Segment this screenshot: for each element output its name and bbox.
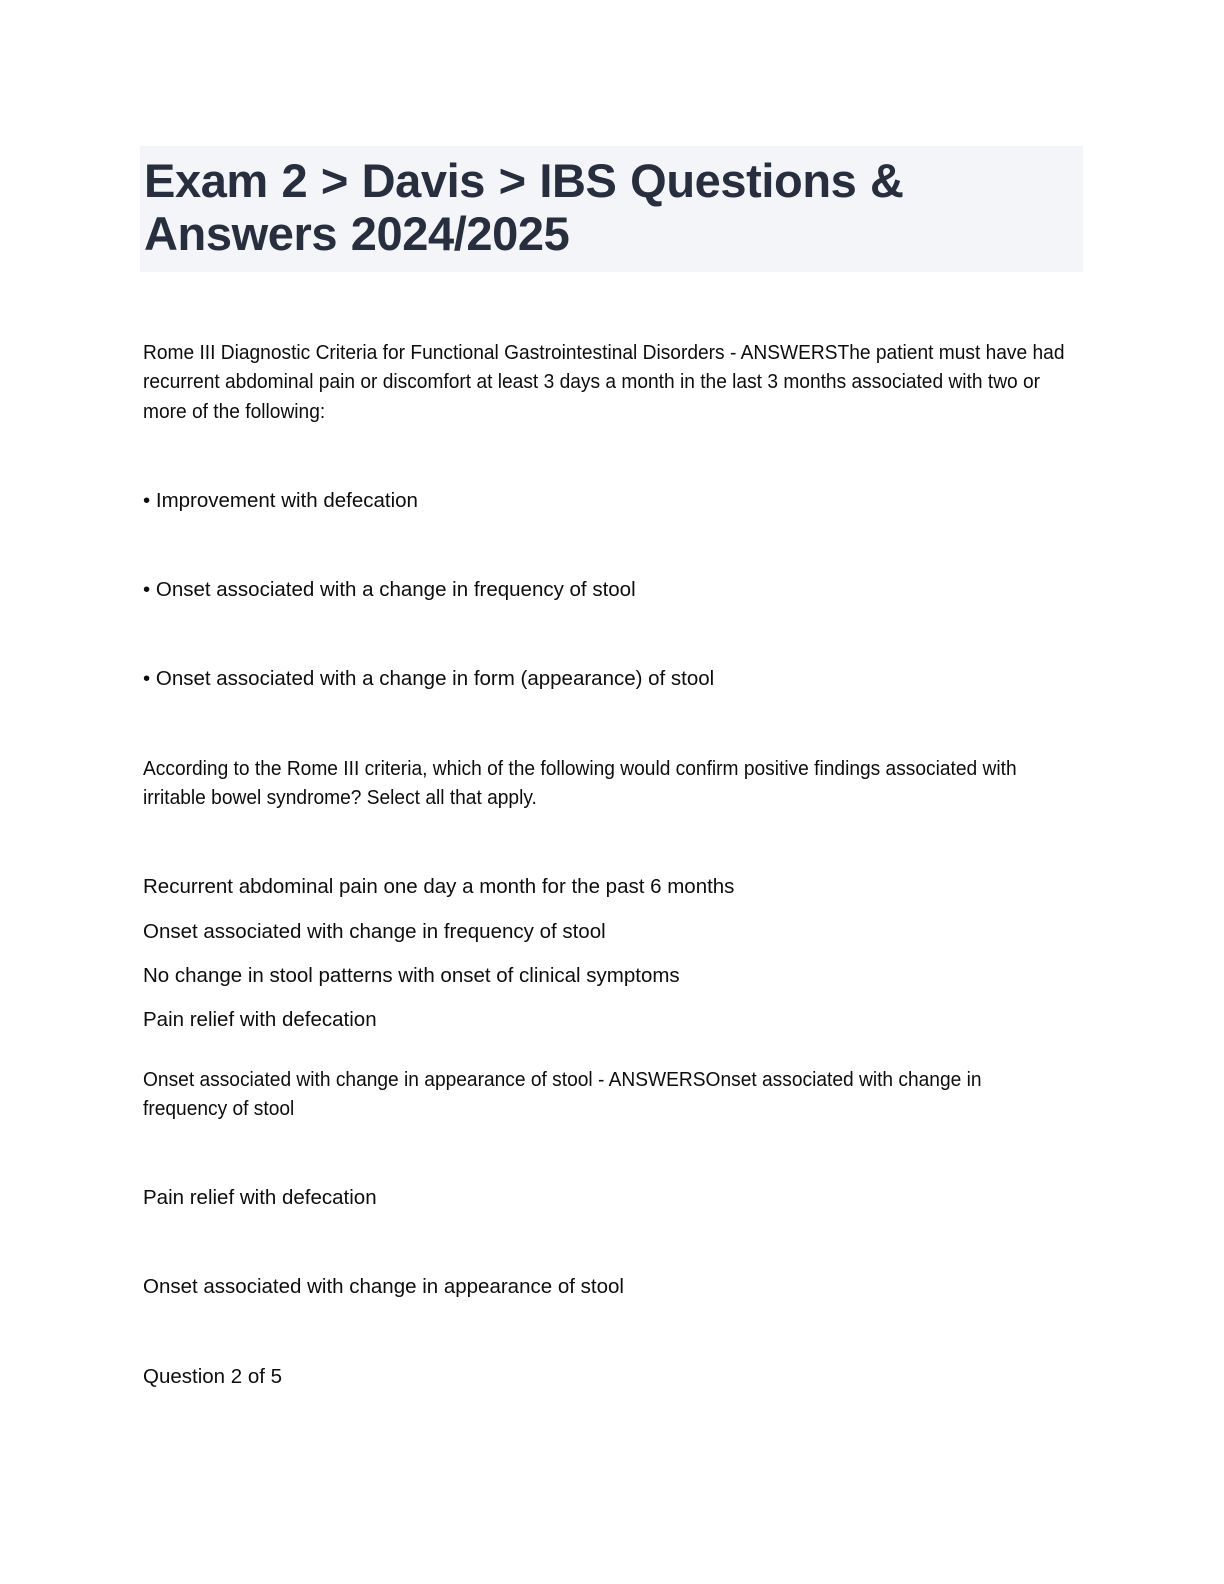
criteria-bullet-1: • Improvement with defecation xyxy=(143,488,418,512)
spacer xyxy=(143,694,1065,754)
spacer xyxy=(143,1212,1065,1272)
spacer xyxy=(143,812,1065,872)
answer-paragraph-text: Onset associated with change in appearance of stool - ANSWERSOnset associated with change in frequency of stool xyxy=(143,1067,982,1120)
spacer xyxy=(143,1123,1065,1183)
option-1: Recurrent abdominal pain one day a month for the past 6 months xyxy=(143,875,735,899)
spacer xyxy=(143,604,1065,664)
option-2: Onset associated with change in frequency of stool xyxy=(143,919,606,943)
criteria-bullet-3: • Onset associated with a change in form (appearance) of stool xyxy=(143,667,715,691)
option-3: No change in stool patterns with onset of clinical symptoms xyxy=(143,963,680,987)
answer-paragraph xyxy=(143,1065,1065,1124)
answer-line-3: Onset associated with change in appearance of stool xyxy=(143,1275,624,1299)
intro-paragraph-text: Rome III Diagnostic Criteria for Functional Gastrointestinal Disorders - ANSWERSThe patient must have had recurrent abdominal pain or discomfort at least 3 days a month in the last 3 months associated with two or more of the following: xyxy=(143,341,1065,423)
title-banner xyxy=(140,146,1083,272)
question-prompt-text: According to the Rome III criteria, which of the following would confirm positive findings associated with irritable bowel syndrome? Select all that apply. xyxy=(143,756,1017,810)
spacer xyxy=(143,426,1065,486)
option-4: Pain relief with defecation xyxy=(143,1008,377,1032)
spacer xyxy=(143,1302,1065,1362)
question-prompt xyxy=(143,754,1065,813)
answer-line-2: Pain relief with defecation xyxy=(143,1186,377,1210)
page-title: Exam 2 > Davis > IBS Questions & Answers 2024/2025 xyxy=(144,154,904,260)
criteria-bullet-2: • Onset associated with a change in frequency of stool xyxy=(143,578,636,602)
spacer xyxy=(143,1050,1065,1065)
document-body xyxy=(143,338,1065,1391)
intro-paragraph xyxy=(143,338,1065,426)
question-counter: Question 2 of 5 xyxy=(143,1364,283,1388)
spacer xyxy=(143,515,1065,575)
